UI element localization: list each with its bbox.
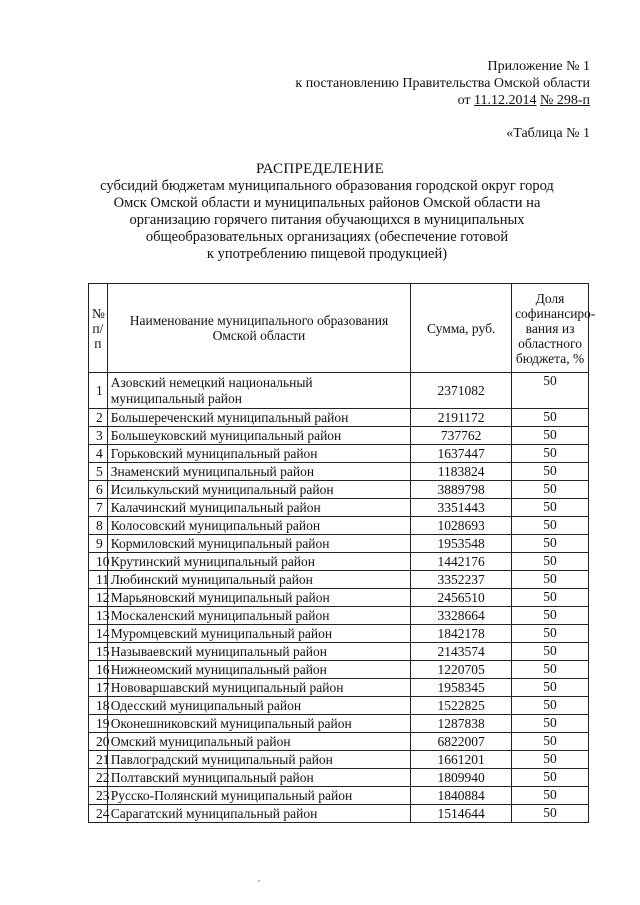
cell-sum: 3351443 [411, 499, 512, 517]
table-row [89, 751, 589, 769]
cell-name: Омский муниципальный район [107, 733, 411, 751]
cell-sum: 1958345 [411, 679, 512, 697]
subtitle-line: к употреблению пищевой продукцией) [206, 246, 448, 262]
cell-num: 22 [89, 769, 108, 787]
resolution-number: № 298-п [539, 93, 590, 108]
resolution-reference: к постановлению Правительства Омской области [295, 76, 590, 91]
table-row [89, 643, 589, 661]
cell-share: 50 [512, 715, 589, 733]
document-subtitle [92, 178, 562, 263]
cell-num: 17 [89, 679, 108, 697]
cell-sum: 1637447 [411, 445, 512, 463]
cell-share: 50 [512, 427, 589, 445]
cell-sum: 1840884 [411, 787, 512, 805]
cell-sum: 1514644 [411, 805, 512, 823]
cell-share: 50 [512, 517, 589, 535]
cell-name: Одесский муниципальный район [107, 697, 411, 715]
cell-name: Полтавский муниципальный район [107, 769, 411, 787]
cell-num: 12 [89, 589, 108, 607]
table-row [89, 499, 589, 517]
cell-name: Марьяновский муниципальный район [107, 589, 411, 607]
subtitle-line: общеобразовательных организациях (обеспечение готовой [145, 229, 509, 245]
table-header-row [89, 284, 589, 373]
cell-num: 15 [89, 643, 108, 661]
cell-num: 14 [89, 625, 108, 643]
cell-sum: 6822007 [411, 733, 512, 751]
cell-share: 50 [512, 661, 589, 679]
cell-num: 11 [89, 571, 108, 589]
cell-name: Нововаршавский муниципальный район [107, 679, 411, 697]
table-row [89, 733, 589, 751]
subtitle-line: Омск Омской области и муниципальных районов Омской области на [113, 195, 541, 211]
cell-share: 50 [512, 499, 589, 517]
cell-share: 50 [512, 733, 589, 751]
cell-num: 5 [89, 463, 108, 481]
appendix-label: Приложение № 1 [487, 59, 590, 74]
cell-sum: 3889798 [411, 481, 512, 499]
cell-share: 50 [512, 409, 589, 427]
cell-share: 50 [512, 589, 589, 607]
subtitle-line: организацию горячего питания обучающихся в муниципальных [129, 212, 525, 228]
table-row [89, 715, 589, 733]
cell-sum: 2191172 [411, 409, 512, 427]
subtitle-line: субсидий бюджетам муниципального образования городской округ город [100, 178, 554, 194]
table-row [89, 535, 589, 553]
cell-share: 50 [512, 769, 589, 787]
cell-share: 50 [512, 643, 589, 661]
cell-num: 13 [89, 607, 108, 625]
cell-sum: 1842178 [411, 625, 512, 643]
cell-num: 2 [89, 409, 108, 427]
cell-name: Горьковский муниципальный район [107, 445, 411, 463]
cell-name: Павлоградский муниципальный район [107, 751, 411, 769]
table-row [89, 553, 589, 571]
table-row [89, 679, 589, 697]
document-title: РАСПРЕДЕЛЕНИЕ [255, 161, 385, 177]
table-number-label: «Таблица № 1 [506, 126, 590, 141]
cell-name: Колосовский муниципальный район [107, 517, 411, 535]
cell-sum: 1442176 [411, 553, 512, 571]
cell-num: 3 [89, 427, 108, 445]
cell-num: 6 [89, 481, 108, 499]
table-row [89, 517, 589, 535]
cell-share: 50 [512, 787, 589, 805]
cell-sum: 1522825 [411, 697, 512, 715]
cell-name: Кормиловский муниципальный район [107, 535, 411, 553]
cell-share: 50 [512, 481, 589, 499]
cell-name: Крутинский муниципальный район [107, 553, 411, 571]
cell-share: 50 [512, 463, 589, 481]
column-header-name: Наименование муниципального образования Омской области [107, 284, 411, 373]
cell-sum: 1028693 [411, 517, 512, 535]
cell-sum: 2143574 [411, 643, 512, 661]
cell-name: Русско-Полянский муниципальный район [107, 787, 411, 805]
cell-sum: 737762 [411, 427, 512, 445]
cell-num: 9 [89, 535, 108, 553]
cell-name: Нижнеомский муниципальный район [107, 661, 411, 679]
table-row [89, 787, 589, 805]
cell-sum: 1809940 [411, 769, 512, 787]
cell-sum: 3352237 [411, 571, 512, 589]
cell-sum: 2456510 [411, 589, 512, 607]
cell-share: 50 [512, 535, 589, 553]
cell-share: 50 [512, 445, 589, 463]
table-row [89, 571, 589, 589]
subsidy-distribution-table [88, 283, 596, 823]
table-row [89, 769, 589, 787]
cell-share: 50 [512, 571, 589, 589]
cell-name: Знаменский муниципальный район [107, 463, 411, 481]
table-row [89, 625, 589, 643]
cell-name: Исилькульский муниципальный район [107, 481, 411, 499]
cell-name: Азовский немецкий национальный муниципальный район [107, 373, 411, 409]
cell-share: 50 [512, 751, 589, 769]
cell-sum: 1183824 [411, 463, 512, 481]
cell-name: Называевский муниципальный район [107, 643, 411, 661]
cell-share: 50 [512, 625, 589, 643]
cell-num: 8 [89, 517, 108, 535]
cell-num: 21 [89, 751, 108, 769]
table-row [89, 427, 589, 445]
cell-num: 1 [89, 373, 108, 409]
resolution-date-line [458, 92, 590, 109]
cell-share: 50 [512, 679, 589, 697]
table-row [89, 661, 589, 679]
cell-sum: 2371082 [411, 373, 512, 409]
cell-num: 18 [89, 697, 108, 715]
cell-sum: 1953548 [411, 535, 512, 553]
cell-sum: 1661201 [411, 751, 512, 769]
cell-sum: 3328664 [411, 607, 512, 625]
cell-share: 50 [512, 805, 589, 823]
table-row [89, 607, 589, 625]
cell-num: 24 [89, 805, 108, 823]
date-prefix: от [457, 93, 471, 108]
table-row [89, 697, 589, 715]
column-header-num: № п/п [89, 284, 108, 373]
column-header-share: Доля софинансиро-вания из областного бюджета, % [512, 284, 589, 373]
column-header-sum: Сумма, руб. [411, 284, 512, 373]
cell-num: 4 [89, 445, 108, 463]
cell-num: 20 [89, 733, 108, 751]
cell-name: Муромцевский муниципальный район [107, 625, 411, 643]
cell-name: Оконешниковский муниципальный район [107, 715, 411, 733]
table-row [89, 481, 589, 499]
cell-sum: 1220705 [411, 661, 512, 679]
cell-sum: 1287838 [411, 715, 512, 733]
resolution-date: 11.12.2014 [474, 93, 537, 108]
cell-name: Любинский муниципальный район [107, 571, 411, 589]
table-row [89, 589, 589, 607]
cell-num: 19 [89, 715, 108, 733]
table-row [89, 445, 589, 463]
cell-num: 16 [89, 661, 108, 679]
cell-share: 50 [512, 373, 589, 409]
scan-speck [258, 880, 260, 882]
table-row [89, 373, 589, 409]
table-row [89, 805, 589, 823]
cell-num: 7 [89, 499, 108, 517]
cell-name: Москаленский муниципальный район [107, 607, 411, 625]
cell-share: 50 [512, 607, 589, 625]
cell-name: Большереченский муниципальный район [107, 409, 411, 427]
cell-name: Сарагатский муниципальный район [107, 805, 411, 823]
cell-num: 23 [89, 787, 108, 805]
cell-name: Калачинский муниципальный район [107, 499, 411, 517]
cell-share: 50 [512, 553, 589, 571]
table-row [89, 409, 589, 427]
cell-share: 50 [512, 697, 589, 715]
cell-name: Большеуковский муниципальный район [107, 427, 411, 445]
cell-num: 10 [89, 553, 108, 571]
table-row [89, 463, 589, 481]
